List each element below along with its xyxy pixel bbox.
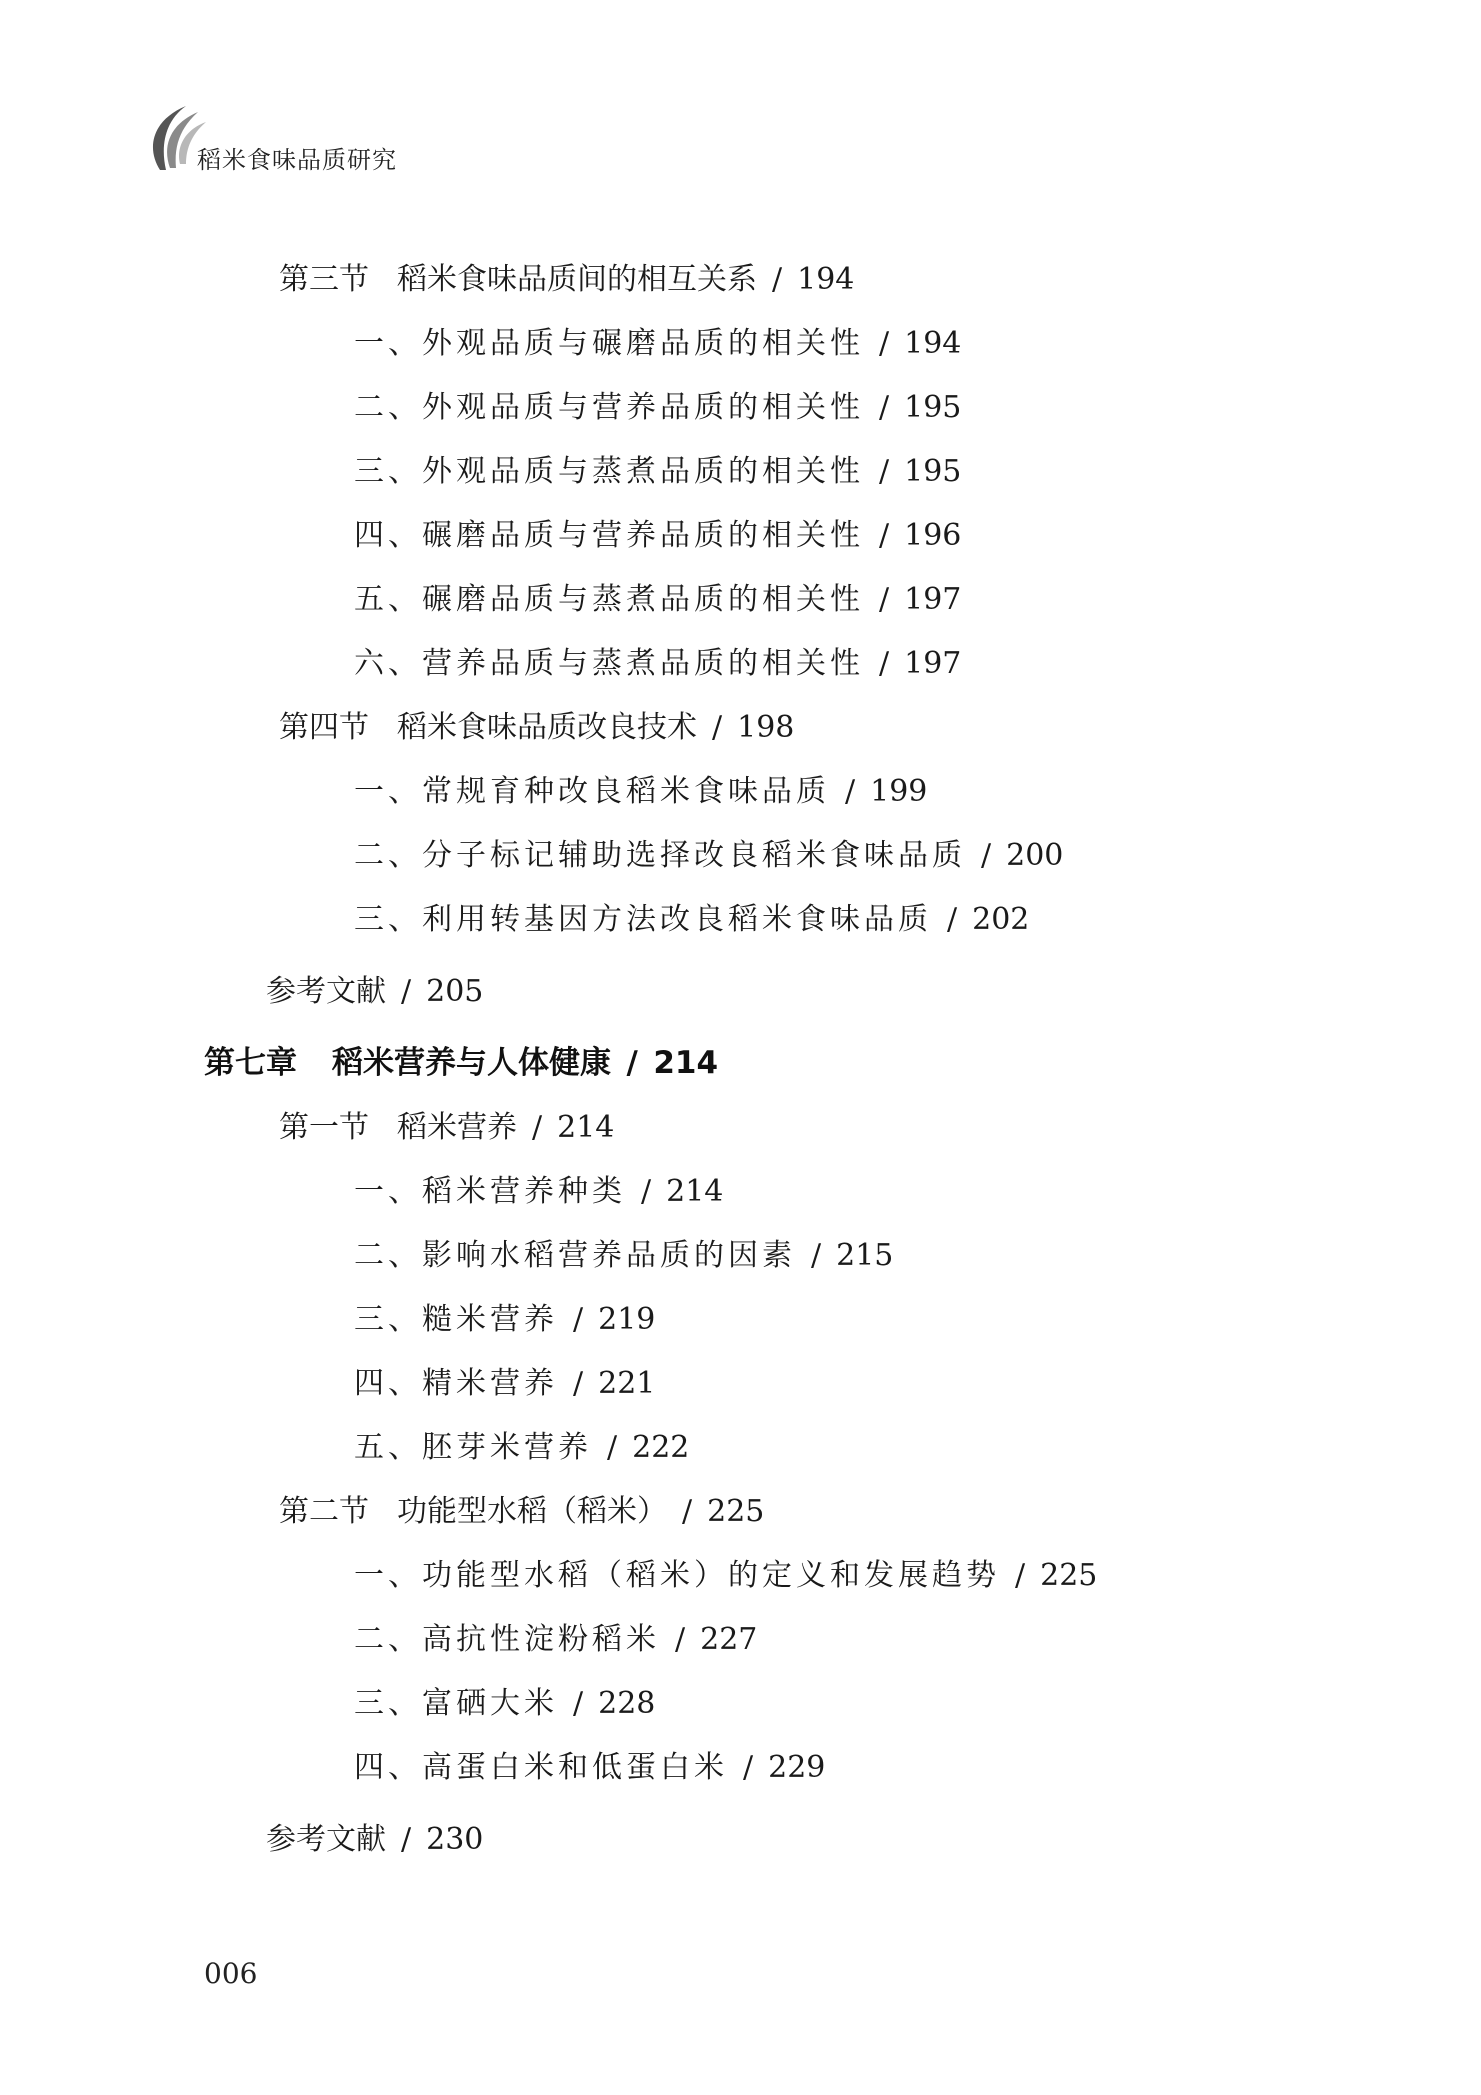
item-title: 三、富硒大米 — [354, 1686, 558, 1721]
item-title: 三、利用转基因方法改良稻米食味品质 — [354, 902, 932, 937]
item-title: 二、高抗性淀粉稻米 — [354, 1622, 660, 1657]
page-number: 227 — [700, 1622, 758, 1657]
item-title: 二、外观品质与营养品质的相关性 — [354, 390, 864, 425]
item-title: 一、功能型水稻（稻米）的定义和发展趋势 — [354, 1558, 1000, 1593]
toc-references — [266, 974, 483, 1010]
toc-item — [354, 1302, 655, 1338]
item-title: 五、胚芽米营养 — [354, 1430, 592, 1465]
toc-item — [354, 1174, 723, 1210]
page-number: 225 — [707, 1494, 765, 1529]
page-separator: / — [675, 1622, 686, 1657]
page-number: 195 — [904, 454, 962, 489]
page-number: 194 — [797, 262, 855, 297]
item-title: 一、常规育种改良稻米食味品质 — [354, 774, 830, 809]
toc-item — [354, 838, 1063, 874]
page-separator: / — [981, 838, 992, 873]
page-number: 215 — [836, 1238, 894, 1273]
page-folio: 006 — [204, 1957, 258, 1990]
item-title: 二、影响水稻营养品质的因素 — [354, 1238, 796, 1273]
page-number: 219 — [598, 1302, 656, 1337]
toc-item — [354, 1238, 893, 1274]
section-number: 第三节 — [279, 262, 369, 297]
item-title: 四、高蛋白米和低蛋白米 — [354, 1750, 728, 1785]
page-separator: / — [845, 774, 856, 809]
section-title: 稻米营养 — [397, 1110, 517, 1145]
page-number: 197 — [904, 582, 962, 617]
page-number: 214 — [653, 1045, 719, 1081]
page-number: 200 — [1006, 838, 1064, 873]
page-separator: / — [811, 1238, 822, 1273]
toc-item — [354, 1750, 825, 1786]
page-number: 196 — [904, 518, 962, 553]
section-title: 稻米食味品质改良技术 — [397, 710, 697, 745]
page-separator: / — [626, 1045, 638, 1081]
section-number: 第二节 — [279, 1494, 369, 1529]
toc-item — [354, 1622, 757, 1658]
page-separator: / — [772, 262, 783, 297]
page-number: 225 — [1040, 1558, 1098, 1593]
page-number: 198 — [737, 710, 795, 745]
page-separator: / — [1015, 1558, 1026, 1593]
section-number: 第一节 — [279, 1110, 369, 1145]
toc-item — [354, 902, 1029, 938]
item-title: 四、碾磨品质与营养品质的相关性 — [354, 518, 864, 553]
toc-item — [354, 1686, 655, 1722]
toc-section-2 — [279, 1494, 764, 1530]
item-title: 五、碾磨品质与蒸煮品质的相关性 — [354, 582, 864, 617]
section-number: 第四节 — [279, 710, 369, 745]
page-separator: / — [879, 390, 890, 425]
toc-section-4 — [279, 710, 794, 746]
item-title: 三、外观品质与蒸煮品质的相关性 — [354, 454, 864, 489]
page-number: 205 — [426, 974, 484, 1009]
page-separator: / — [743, 1750, 754, 1785]
item-title: 一、稻米营养种类 — [354, 1174, 626, 1209]
page-number: 197 — [904, 646, 962, 681]
toc-item — [354, 1558, 1097, 1594]
page-separator: / — [879, 518, 890, 553]
page-separator: / — [879, 582, 890, 617]
page-separator: / — [879, 454, 890, 489]
page-separator: / — [573, 1686, 584, 1721]
page-separator: / — [607, 1430, 618, 1465]
toc-chapter-7 — [204, 1044, 718, 1082]
page-number: 194 — [904, 326, 962, 361]
page-number: 199 — [870, 774, 928, 809]
item-title: 二、分子标记辅助选择改良稻米食味品质 — [354, 838, 966, 873]
page-number: 228 — [598, 1686, 656, 1721]
toc-item — [354, 390, 961, 426]
page-separator: / — [879, 646, 890, 681]
page-separator: / — [682, 1494, 693, 1529]
page-separator: / — [641, 1174, 652, 1209]
book-title: 稻米食味品质研究 — [197, 146, 397, 174]
item-title: 三、糙米营养 — [354, 1302, 558, 1337]
running-header — [140, 98, 540, 178]
page-number: 230 — [426, 1822, 484, 1857]
toc-references — [266, 1822, 483, 1858]
page-number: 214 — [666, 1174, 724, 1209]
section-title: 功能型水稻（稻米） — [397, 1494, 667, 1529]
references-title: 参考文献 — [266, 974, 386, 1009]
item-title: 一、外观品质与碾磨品质的相关性 — [354, 326, 864, 361]
page-number: 222 — [632, 1430, 690, 1465]
toc-item — [354, 646, 961, 682]
chapter-number: 第七章 — [204, 1045, 297, 1081]
references-title: 参考文献 — [266, 1822, 386, 1857]
page-number: 202 — [972, 902, 1030, 937]
page-separator: / — [573, 1366, 584, 1401]
page-separator: / — [401, 1822, 412, 1857]
toc-item — [354, 1366, 655, 1402]
page-separator: / — [712, 710, 723, 745]
page-number: 214 — [557, 1110, 615, 1145]
toc-item — [354, 774, 927, 810]
page-number: 229 — [768, 1750, 826, 1785]
page-separator: / — [573, 1302, 584, 1337]
page-separator: / — [879, 326, 890, 361]
toc-item — [354, 326, 961, 362]
toc-item — [354, 582, 961, 618]
page-separator: / — [532, 1110, 543, 1145]
toc-section-3 — [279, 262, 854, 298]
chapter-title: 稻米营养与人体健康 — [332, 1045, 611, 1081]
item-title: 四、精米营养 — [354, 1366, 558, 1401]
toc-item — [354, 518, 961, 554]
toc-item — [354, 1430, 689, 1466]
page-number: 221 — [598, 1366, 656, 1401]
section-title: 稻米食味品质间的相互关系 — [397, 262, 757, 297]
toc-item — [354, 454, 961, 490]
item-title: 六、营养品质与蒸煮品质的相关性 — [354, 646, 864, 681]
page-number: 195 — [904, 390, 962, 425]
toc-section-1 — [279, 1110, 614, 1146]
page-separator: / — [401, 974, 412, 1009]
page-separator: / — [947, 902, 958, 937]
